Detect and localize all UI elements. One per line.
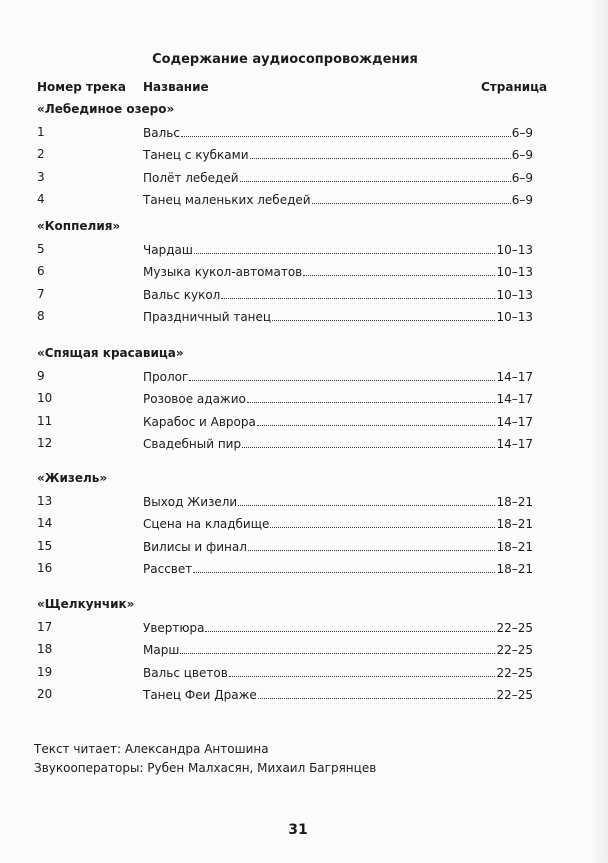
track-entry [143, 436, 533, 451]
track-number: 10 [37, 391, 53, 405]
dot-leader [257, 414, 496, 426]
track-entry [143, 539, 533, 554]
page-number: 31 [288, 822, 308, 838]
track-number: 16 [37, 561, 53, 575]
page-title: Содержание аудиосопровождения [152, 52, 418, 67]
track-pages: 10–13 [496, 265, 533, 279]
track-entry [143, 687, 533, 702]
track-pages: 10–13 [496, 243, 533, 257]
track-name: Вилисы и финал [143, 540, 247, 554]
page-edge-shadow [590, 0, 608, 863]
dot-leader [229, 665, 496, 677]
dot-leader [221, 287, 495, 299]
track-name: Праздничный танец [143, 310, 272, 324]
credits-reader: Текст читает: Александра Антошина [34, 742, 269, 756]
track-pages: 22–25 [496, 666, 533, 680]
track-row [37, 494, 533, 510]
track-row [37, 170, 533, 186]
track-number: 20 [37, 687, 53, 701]
track-pages: 22–25 [496, 688, 533, 702]
dot-leader [258, 687, 496, 699]
track-number: 1 [37, 125, 45, 139]
dot-leader [194, 242, 496, 254]
track-name: Полёт лебедей [143, 171, 239, 185]
track-number: 5 [37, 242, 45, 256]
track-row [37, 665, 533, 681]
track-entry [143, 516, 533, 531]
dot-leader [193, 561, 495, 573]
track-row [37, 192, 533, 208]
track-pages: 14–17 [496, 415, 533, 429]
track-row [37, 687, 533, 703]
header-track-number: Номер трека [37, 80, 126, 94]
dot-leader [312, 192, 511, 204]
track-row [37, 436, 533, 452]
track-pages: 6–9 [511, 148, 533, 162]
track-pages: 10–13 [496, 310, 533, 324]
track-number: 7 [37, 287, 45, 301]
track-row [37, 369, 533, 385]
track-row [37, 414, 533, 430]
credits-sound: Звукооператоры: Рубен Малхасян, Михаил Багрянцев [34, 761, 377, 775]
dot-leader [303, 264, 495, 276]
header-page: Страница [481, 80, 548, 94]
track-entry [143, 287, 533, 302]
dot-leader [248, 539, 496, 551]
track-pages: 6–9 [511, 171, 533, 185]
track-pages: 18–21 [496, 540, 533, 554]
track-pages: 18–21 [496, 562, 533, 576]
track-number: 4 [37, 192, 45, 206]
track-row [37, 620, 533, 636]
track-pages: 14–17 [496, 370, 533, 384]
track-number: 12 [37, 436, 53, 450]
track-entry [143, 147, 533, 162]
track-entry [143, 170, 533, 185]
track-entry [143, 494, 533, 509]
track-name: Сцена на кладбище [143, 517, 270, 531]
section-title: «Лебединое озеро» [37, 102, 175, 116]
track-row [37, 391, 533, 407]
dot-leader [272, 309, 495, 321]
dot-leader [250, 147, 511, 159]
track-number: 6 [37, 264, 45, 278]
track-row [37, 309, 533, 325]
track-name: Танец Феи Драже [143, 688, 257, 702]
track-number: 9 [37, 369, 45, 383]
dot-leader [270, 516, 495, 528]
header-name: Название [143, 80, 209, 94]
section-title: «Спящая красавица» [37, 346, 184, 360]
dot-leader [242, 436, 495, 448]
track-row [37, 561, 533, 577]
track-entry [143, 309, 533, 324]
dot-leader [181, 125, 511, 137]
track-name: Розовое адажио [143, 392, 246, 406]
track-name: Увертюра [143, 621, 205, 635]
track-row [37, 516, 533, 532]
track-name: Марш [143, 643, 180, 657]
track-number: 14 [37, 516, 53, 530]
dot-leader [180, 642, 495, 654]
track-name: Танец с кубками [143, 148, 249, 162]
track-pages: 10–13 [496, 288, 533, 302]
track-entry [143, 264, 533, 279]
track-pages: 22–25 [496, 643, 533, 657]
track-entry [143, 665, 533, 680]
track-entry [143, 620, 533, 635]
track-number: 2 [37, 147, 45, 161]
track-number: 19 [37, 665, 53, 679]
track-row [37, 539, 533, 555]
track-number: 15 [37, 539, 53, 553]
track-number: 13 [37, 494, 53, 508]
track-number: 11 [37, 414, 53, 428]
track-row [37, 147, 533, 163]
track-name: Музыка кукол-автоматов [143, 265, 303, 279]
section-title: «Щелкунчик» [37, 597, 135, 611]
track-name: Вальс цветов [143, 666, 228, 680]
track-name: Вальс [143, 126, 180, 140]
track-number: 3 [37, 170, 45, 184]
section-title: «Жизель» [37, 471, 108, 485]
track-number: 18 [37, 642, 53, 656]
track-pages: 14–17 [496, 392, 533, 406]
track-row [37, 287, 533, 303]
dot-leader [238, 494, 495, 506]
track-entry [143, 369, 533, 384]
section-title: «Коппелия» [37, 219, 121, 233]
track-entry [143, 414, 533, 429]
track-entry [143, 642, 533, 657]
track-name: Выход Жизели [143, 495, 238, 509]
track-row [37, 125, 533, 141]
track-name: Танец маленьких лебедей [143, 193, 311, 207]
dot-leader [247, 391, 496, 403]
track-pages: 18–21 [496, 517, 533, 531]
track-pages: 6–9 [511, 126, 533, 140]
dot-leader [240, 170, 511, 182]
track-entry [143, 242, 533, 257]
track-number: 8 [37, 309, 45, 323]
dot-leader [189, 369, 495, 381]
track-name: Вальс кукол [143, 288, 221, 302]
dot-leader [205, 620, 495, 632]
track-pages: 18–21 [496, 495, 533, 509]
track-number: 17 [37, 620, 53, 634]
track-row [37, 642, 533, 658]
track-name: Рассвет [143, 562, 193, 576]
track-name: Чардаш [143, 243, 193, 257]
track-row [37, 264, 533, 280]
track-name: Свадебный пир [143, 437, 242, 451]
track-entry [143, 192, 533, 207]
track-row [37, 242, 533, 258]
track-entry [143, 125, 533, 140]
track-name: Карабос и Аврора [143, 415, 256, 429]
track-name: Пролог [143, 370, 189, 384]
track-pages: 14–17 [496, 437, 533, 451]
track-pages: 22–25 [496, 621, 533, 635]
track-entry [143, 561, 533, 576]
track-entry [143, 391, 533, 406]
track-pages: 6–9 [511, 193, 533, 207]
